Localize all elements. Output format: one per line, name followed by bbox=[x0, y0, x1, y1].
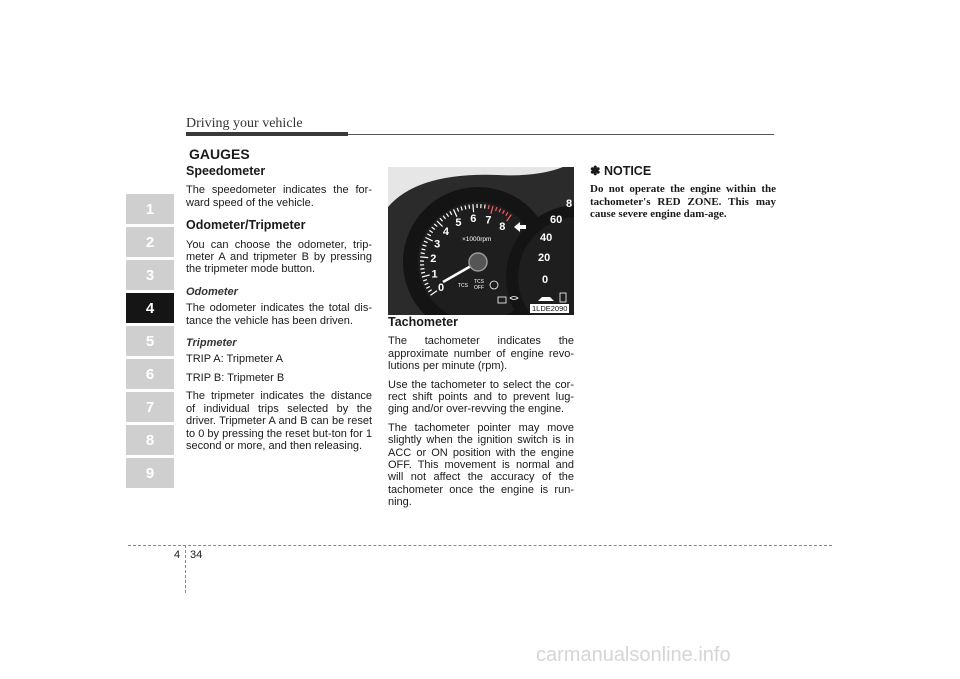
figure-caption: 1LDE2090 bbox=[532, 304, 568, 313]
chapter-tab-5[interactable]: 5 bbox=[126, 326, 174, 356]
running-header: Driving your vehicle bbox=[186, 116, 303, 131]
speed-label-0: 0 bbox=[542, 274, 549, 286]
chapter-tab-2[interactable]: 2 bbox=[126, 227, 174, 257]
tach-tick bbox=[421, 272, 425, 273]
trip-b-text: TRIP B: Tripmeter B bbox=[186, 371, 285, 384]
instrument-cluster-illustration bbox=[388, 167, 574, 315]
odometer-subheading: Odometer bbox=[186, 285, 238, 298]
tach-label-1: 1 bbox=[431, 268, 438, 281]
column-left bbox=[186, 165, 372, 458]
odometer-heading: Odometer/Tripmeter bbox=[186, 218, 306, 233]
tach-tick bbox=[420, 257, 428, 258]
footer-rule bbox=[128, 545, 832, 546]
rpm-unit-label: ×1000rpm bbox=[462, 236, 492, 243]
tach-tick bbox=[420, 269, 424, 270]
watermark: carmanualsonline.info bbox=[536, 644, 731, 666]
tachometer-p2: Use the tachometer to select the cor-rect shift points and to prevent lug-ging and/or over-revving the engine. bbox=[388, 378, 574, 416]
speedometer-heading: Speedometer bbox=[186, 164, 266, 178]
chapter-tab-7[interactable]: 7 bbox=[126, 392, 174, 422]
tach-label-0: 0 bbox=[438, 282, 445, 295]
instrument-cluster-figure bbox=[388, 167, 574, 315]
header-rule-thick bbox=[186, 132, 348, 136]
tach-tick bbox=[421, 253, 425, 254]
tripmeter-text: The tripmeter indicates the distance of individual trips selected by the driver. Tripmeter A and B can be reset to 0 by pressing the reset but-ton for 1 second or more, and then releasing. bbox=[186, 390, 372, 452]
chapter-tab-4[interactable]: 4 bbox=[126, 293, 174, 323]
speed-label-40: 40 bbox=[540, 232, 553, 244]
column-middle bbox=[388, 316, 574, 515]
tcs-off-indicator: TCS bbox=[474, 279, 484, 285]
column-right bbox=[590, 165, 776, 227]
tach-label-5: 5 bbox=[455, 217, 462, 230]
notice-text: Do not operate the engine within the tachometer's RED ZONE. This may cause severe engine dam-age. bbox=[590, 183, 776, 221]
tach-tick bbox=[485, 204, 486, 208]
tach-label-4: 4 bbox=[442, 225, 450, 238]
speed-label-8: 8 bbox=[566, 198, 573, 210]
speed-label-60: 60 bbox=[550, 214, 563, 226]
tripmeter-heading: Tripmeter bbox=[186, 337, 237, 350]
tachometer-heading: Tachometer bbox=[388, 315, 458, 329]
speedometer-text: The speedometer indicates the for-ward speed of the vehicle. bbox=[186, 184, 372, 209]
tach-tick bbox=[473, 204, 474, 212]
tachometer-p3: The tachometer pointer may move slightly when the ignition switch is in ACC or ON position with the engine OFF. This movement is normal and will not affect the accuracy of the tachometer once the engine is run-ning. bbox=[388, 421, 574, 509]
speed-label-20: 20 bbox=[538, 252, 551, 264]
footer-vertical-rule bbox=[185, 545, 186, 593]
tach-label-2: 2 bbox=[430, 253, 437, 266]
tach-label-6: 6 bbox=[470, 213, 477, 226]
chapter-tab-8[interactable]: 8 bbox=[126, 425, 174, 455]
chapter-tab-3[interactable]: 3 bbox=[126, 260, 174, 290]
tcs-indicator: TCS bbox=[458, 283, 468, 289]
chapter-tabs bbox=[126, 194, 174, 491]
tcs-off-indicator-2: OFF bbox=[474, 285, 484, 291]
odometer-text: You can choose the odometer, trip-meter A and tripmeter B by pressing the tripmeter mode button. bbox=[186, 238, 372, 276]
section-title: GAUGES bbox=[189, 146, 250, 162]
chapter-tab-1[interactable]: 1 bbox=[126, 194, 174, 224]
trip-a-text: TRIP A: Tripmeter A bbox=[186, 353, 283, 366]
tach-label-7: 7 bbox=[485, 214, 492, 227]
notice-title: ✽ NOTICE bbox=[590, 164, 652, 178]
tach-tick bbox=[488, 205, 489, 209]
tach-label-8: 8 bbox=[499, 221, 506, 233]
tach-label-3: 3 bbox=[434, 238, 441, 251]
header-rule-thin bbox=[348, 134, 774, 135]
chapter-tab-9[interactable]: 9 bbox=[126, 458, 174, 488]
tachometer-p1: The tachometer indicates the approximate number of engine revo-lutions per minute (rpm). bbox=[388, 335, 574, 373]
footer-chapter-number: 4 bbox=[174, 549, 181, 561]
tach-tick bbox=[469, 205, 470, 209]
tach-hub bbox=[469, 253, 487, 271]
odometer-subtext: The odometer indicates the total dis-tance the vehicle has been driven. bbox=[186, 302, 372, 327]
footer-page-number: 34 bbox=[190, 549, 203, 561]
chapter-tab-6[interactable]: 6 bbox=[126, 359, 174, 389]
